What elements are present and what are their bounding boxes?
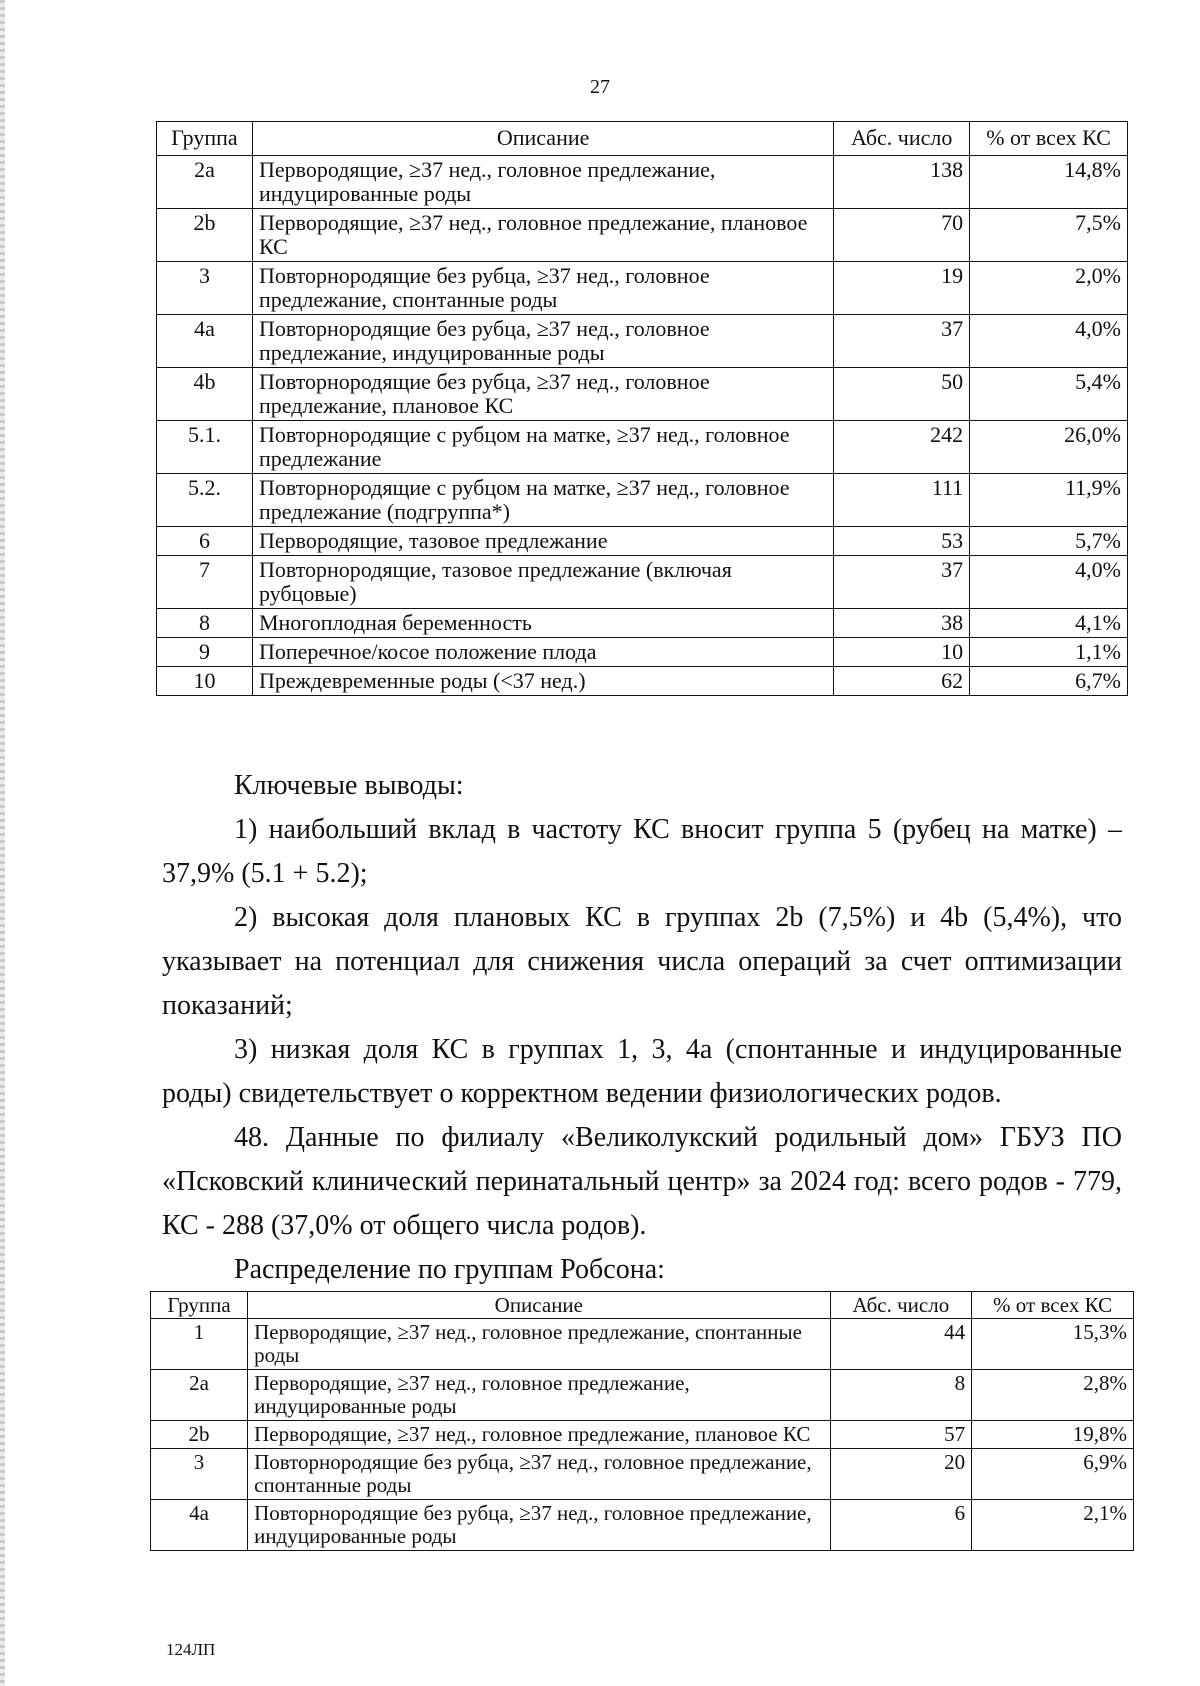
cell-abs: 6 [830, 1500, 972, 1551]
table-row [157, 474, 1128, 527]
cell-abs: 111 [834, 474, 970, 527]
body-text [162, 764, 1122, 1292]
cell-description: Преждевременные роды (<37 нед.) [252, 667, 833, 696]
scan-page-edge [0, 0, 5, 1686]
cell-abs: 38 [834, 609, 970, 638]
table-row [157, 368, 1128, 421]
cell-group: 10 [157, 667, 253, 696]
cell-percent: 1,1% [970, 638, 1128, 667]
cell-group: 4a [157, 315, 253, 368]
cell-percent: 15,3% [972, 1319, 1134, 1370]
cell-group: 2a [151, 1370, 248, 1421]
cell-percent: 5,4% [970, 368, 1128, 421]
cell-description: Первородящие, ≥37 нед., головное предлежание, индуцированные роды [248, 1370, 831, 1421]
cell-abs: 62 [834, 667, 970, 696]
header-group: Группа [151, 1292, 248, 1319]
cell-percent: 7,5% [970, 209, 1128, 262]
cell-description: Поперечное/косое положение плода [252, 638, 833, 667]
cell-percent: 4,1% [970, 609, 1128, 638]
cell-abs: 19 [834, 262, 970, 315]
header-description: Описание [248, 1292, 831, 1319]
cell-group: 3 [157, 262, 253, 315]
cell-group: 5.1. [157, 421, 253, 474]
table-2-body [151, 1319, 1134, 1551]
cell-group: 3 [151, 1449, 248, 1500]
table-row [157, 315, 1128, 368]
finding-2: 2) высокая доля плановых КС в группах 2b (7,5%) и 4b (5,4%), что указывает на потенциал для снижения числа операций за счет оптимизации показаний; [162, 902, 1122, 1021]
cell-group: 7 [157, 556, 253, 609]
cell-description: Повторнородящие с рубцом на матке, ≥37 нед., головное предлежание [252, 421, 833, 474]
table-row [157, 209, 1128, 262]
cell-description: Многоплодная беременность [252, 609, 833, 638]
cell-abs: 10 [834, 638, 970, 667]
table-row [151, 1370, 1134, 1421]
cell-description: Первородящие, ≥37 нед., головное предлежание, спонтанные роды [248, 1319, 831, 1370]
cell-group: 1 [151, 1319, 248, 1370]
cell-percent: 5,7% [970, 527, 1128, 556]
cell-percent: 6,7% [970, 667, 1128, 696]
cell-abs: 57 [830, 1421, 972, 1449]
footer-code: 124ЛП [166, 1640, 216, 1659]
cell-group: 2b [157, 209, 253, 262]
cell-percent: 11,9% [970, 474, 1128, 527]
cell-percent: 14,8% [970, 156, 1128, 209]
key-findings-title: Ключевые выводы: [234, 770, 464, 801]
cell-percent: 6,9% [972, 1449, 1134, 1500]
table-row [157, 667, 1128, 696]
cell-group: 2a [157, 156, 253, 209]
distribution-title: Распределение по группам Робсона: [234, 1254, 665, 1285]
finding-3: 3) низкая доля КС в группах 1, 3, 4a (спонтанные и индуцированные роды) свидетельствует о корректном ведении физиологических родов. [162, 1034, 1122, 1109]
cell-abs: 242 [834, 421, 970, 474]
robson-table-1 [156, 121, 1128, 696]
cell-abs: 53 [834, 527, 970, 556]
table-row [157, 638, 1128, 667]
cell-abs: 70 [834, 209, 970, 262]
cell-percent: 4,0% [970, 556, 1128, 609]
cell-percent: 19,8% [972, 1421, 1134, 1449]
cell-abs: 138 [834, 156, 970, 209]
finding-1: 1) наибольший вклад в частоту КС вносит группа 5 (рубец на матке) – 37,9% (5.1 + 5.2); [162, 814, 1122, 889]
cell-description: Повторнородящие без рубца, ≥37 нед., головное предлежание, плановое КС [252, 368, 833, 421]
table-row [157, 421, 1128, 474]
cell-description: Повторнородящие без рубца, ≥37 нед., головное предлежание, спонтанные роды [252, 262, 833, 315]
cell-description: Первородящие, ≥37 нед., головное предлежание, индуцированные роды [252, 156, 833, 209]
header-description: Описание [252, 122, 833, 156]
cell-group: 8 [157, 609, 253, 638]
table-row [151, 1421, 1134, 1449]
header-percent: % от всех КС [972, 1292, 1134, 1319]
table-row [157, 556, 1128, 609]
page-number: 27 [590, 76, 610, 98]
cell-percent: 4,0% [970, 315, 1128, 368]
cell-group: 5.2. [157, 474, 253, 527]
cell-percent: 26,0% [970, 421, 1128, 474]
table-header-row [157, 122, 1128, 156]
cell-group: 9 [157, 638, 253, 667]
table-row [157, 527, 1128, 556]
cell-abs: 37 [834, 556, 970, 609]
cell-abs: 44 [830, 1319, 972, 1370]
cell-abs: 8 [830, 1370, 972, 1421]
cell-group: 4a [151, 1500, 248, 1551]
cell-description: Первородящие, ≥37 нед., головное предлежание, плановое КС [252, 209, 833, 262]
cell-description: Повторнородящие без рубца, ≥37 нед., головное предлежание, индуцированные роды [248, 1500, 831, 1551]
header-percent: % от всех КС [970, 122, 1128, 156]
robson-table-2 [150, 1291, 1134, 1551]
cell-abs: 37 [834, 315, 970, 368]
table-row [157, 262, 1128, 315]
table-row [157, 609, 1128, 638]
cell-abs: 20 [830, 1449, 972, 1500]
cell-abs: 50 [834, 368, 970, 421]
cell-percent: 2,0% [970, 262, 1128, 315]
cell-group: 6 [157, 527, 253, 556]
table-1-body [157, 156, 1128, 696]
table-header-row [151, 1292, 1134, 1319]
header-abs: Абс. число [830, 1292, 972, 1319]
cell-description: Повторнородящие, тазовое предлежание (включая рубцовые) [252, 556, 833, 609]
cell-percent: 2,8% [972, 1370, 1134, 1421]
table-row [151, 1319, 1134, 1370]
table-row [157, 156, 1128, 209]
cell-description: Первородящие, тазовое предлежание [252, 527, 833, 556]
cell-description: Повторнородящие без рубца, ≥37 нед., головное предлежание, индуцированные роды [252, 315, 833, 368]
cell-description: Повторнородящие без рубца, ≥37 нед., головное предлежание, спонтанные роды [248, 1449, 831, 1500]
header-abs: Абс. число [834, 122, 970, 156]
cell-description: Первородящие, ≥37 нед., головное предлежание, плановое КС [248, 1421, 831, 1449]
cell-percent: 2,1% [972, 1500, 1134, 1551]
cell-description: Повторнородящие с рубцом на матке, ≥37 нед., головное предлежание (подгруппа*) [252, 474, 833, 527]
cell-group: 4b [157, 368, 253, 421]
table-row [151, 1449, 1134, 1500]
cell-group: 2b [151, 1421, 248, 1449]
table-row [151, 1500, 1134, 1551]
item-48: 48. Данные по филиалу «Великолукский родильный дом» ГБУЗ ПО «Псковский клинический перинатальный центр» за 2024 год: всего родов - 779, КС - 288 (37,0% от общего числа родов). [162, 1122, 1122, 1241]
header-group: Группа [157, 122, 253, 156]
